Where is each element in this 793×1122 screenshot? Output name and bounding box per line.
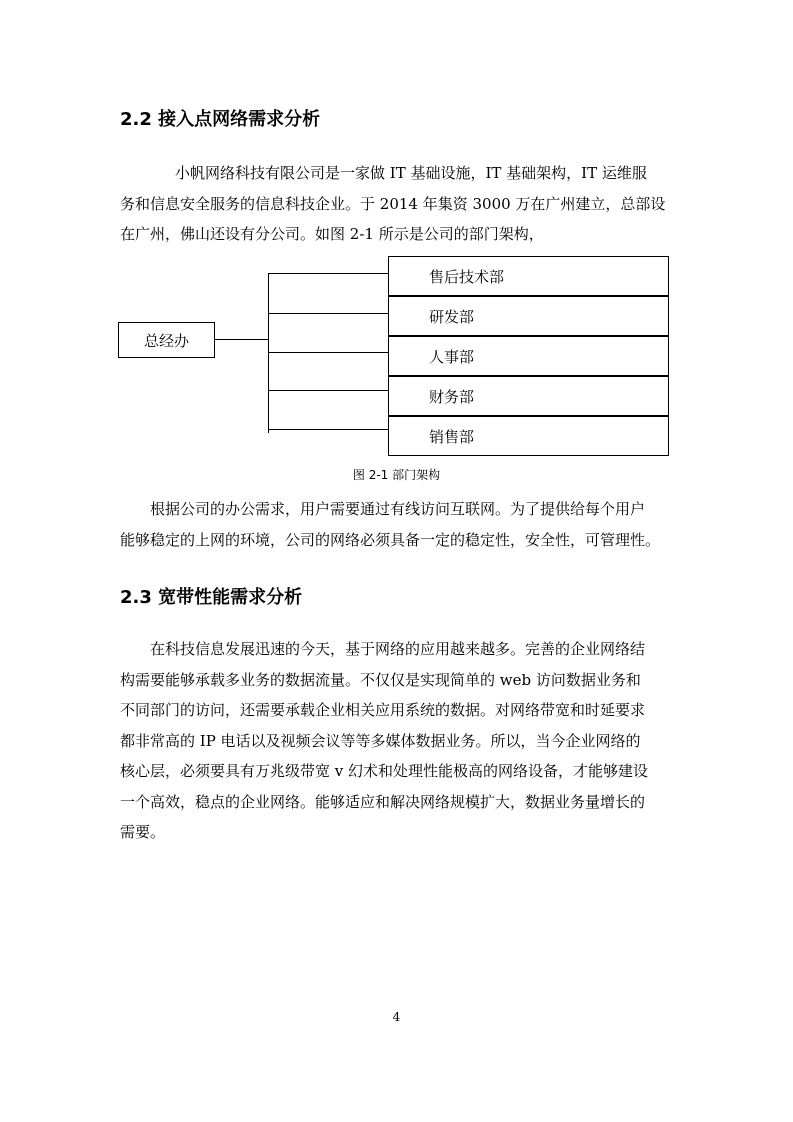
connector-branch bbox=[268, 390, 388, 391]
dept-box-after-sales: 售后技术部 bbox=[388, 256, 669, 296]
connector-trunk bbox=[268, 273, 269, 433]
paragraph-line: 务和信息安全服务的信息科技企业。于 2014 年集资 3000 万在广州建立，总部设 bbox=[120, 194, 666, 213]
dept-box-sales: 销售部 bbox=[388, 416, 669, 456]
paragraph-line: 需要。 bbox=[120, 823, 166, 841]
paragraph-line: 构需要能够承载多业务的数据流量。不仅仅是实现简单的 web 访问数据业务和 bbox=[120, 670, 641, 689]
paragraph-line: 在广州，佛山还设有分公司。如图 2-1 所示是公司的部门架构， bbox=[120, 225, 544, 243]
section-2-2-paragraph bbox=[120, 158, 675, 250]
paragraph-line: 在科技信息发展迅速的今天，基于网络的应用越来越多。完善的企业网络结 bbox=[150, 640, 646, 658]
connector-branch bbox=[268, 352, 388, 353]
org-root-box: 总经办 bbox=[118, 322, 215, 358]
paragraph-line: 根据公司的办公需求，用户需要通过有线访问互联网。为了提供给每个用户 bbox=[150, 500, 646, 518]
dept-box-finance: 财务部 bbox=[388, 376, 669, 416]
section-2-3-heading: 2.3 宽带性能需求分析 bbox=[120, 587, 303, 608]
paragraph-line: 都非常高的 IP 电话以及视频会议等等多媒体数据业务。所以，当今企业网络的 bbox=[120, 731, 641, 750]
paragraph-line: 小帆网络科技有限公司是一家做 IT 基础设施，IT 基础架构，IT 运维服 bbox=[175, 164, 647, 182]
connector-root bbox=[215, 339, 268, 340]
dept-box-rnd: 研发部 bbox=[388, 296, 669, 336]
dept-box-hr: 人事部 bbox=[388, 336, 669, 376]
paragraph-line: 一个高效，稳点的企业网络。能够适应和解决网络规模扩大，数据业务量增长的 bbox=[120, 792, 646, 811]
connector-branch bbox=[268, 273, 388, 274]
section-2-2-heading: 2.2 接入点网络需求分析 bbox=[120, 109, 321, 130]
section-2-2-paragraph-2 bbox=[120, 494, 675, 555]
paragraph-line: 能够稳定的上网的环境，公司的网络必须具备一定的稳定性，安全性，可管理性。 bbox=[120, 530, 661, 549]
connector-branch bbox=[268, 429, 388, 430]
section-2-3-paragraph bbox=[120, 634, 675, 848]
figure-caption: 图 2-1 部门架构 bbox=[352, 468, 441, 482]
page-number: 4 bbox=[392, 1010, 401, 1024]
connector-branch bbox=[268, 313, 388, 314]
paragraph-line: 核心层，必须要具有万兆级带宽 v 幻术和处理性能极高的网络设备，才能够建设 bbox=[120, 762, 649, 780]
paragraph-line: 不同部门的访问，还需要承载企业相关应用系统的数据。对网络带宽和时延要求 bbox=[120, 701, 646, 719]
